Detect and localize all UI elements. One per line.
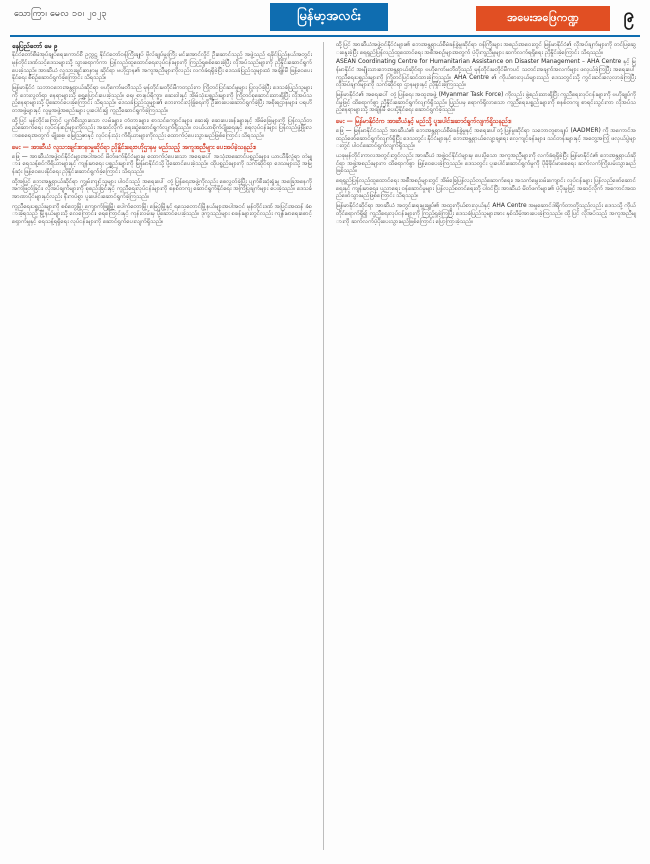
issue-date: သောကြာ၊ မေလ ၁၀၊ ၂၀၂၃ bbox=[14, 9, 107, 19]
page-header bbox=[0, 0, 650, 40]
column-divider bbox=[323, 42, 324, 850]
right-column bbox=[336, 42, 636, 852]
question-heading: မေး — အာဆီယံ လူသားချင်းစာနာမှုဆိုင်ရာ ညှိနှိုင်းရေးဗဟိုဌာနမှ မည်သည့် အကူအညီများ ပေးအပ်ခဲ့သနည်း။ bbox=[12, 143, 257, 151]
article-paragraph: ထို့ပြင် မုန်တိုင်းကြောင့် ပျက်စီးသွားသော လမ်းများ၊ တံတားများ၊ စာသင်ကျောင်းများ၊ ဆေးရုံ၊ ဆေးပေးခန်းများနှင့် အိမ်ခြေများကို ပြန်လည်တည်ဆောက်ရေး လုပ်ငန်းစဉ်များကိုလည်း အဆင့်လိုက် ရေးဆွဲဆောင်ရွက်လျက်ရှိသည်။ လယ်ယာစိုက်ပျိုးရေးနှင့် ရေလုပ်ငန်းများ ပြန်လည်ဖွံ့ဖြိုးလာစေရေးအတွက် မျိုးစေ့၊ မြေဩဇာနှင့် လုပ်ငန်းသုံး ကိရိယာများကိုလည်း ထောက်ပံ့ပေးသွားမည်ဖြစ်ကြောင်း သိရသည်။ bbox=[12, 117, 312, 140]
article-paragraph: ထို့အပြင် ဘေးအန္တရာယ်ဆိုင်ရာ ကျွမ်းကျင်သူများ ပါဝင်သည့် အရေးပေါ် တုံ့ပြန်ရေးအဖွဲ့ကိုလည်း စေလွှတ်ခဲ့ပြီး ပျက်စီးဆုံးရှုံးမှု အခြေအနေကို အကဲဖြတ်ခြင်း၊ လိုအပ်ချက်များကို စုစည်းခြင်းနှင့် ကူညီရေးလုပ်ငန်းများကို စနစ်တကျ ဆောင်ရွက်နိုင်ရေး အကြံပြုချက်များ ပေးခဲ့သည်။ ဒေသခံ အာဏာပိုင်များနှင့်လည်း နီးကပ်စွာ ပူးပေါင်းဆောင်ရွက်ခဲ့ကြသည်။ bbox=[12, 178, 312, 201]
newspaper-masthead: မြန်မာ့အလင်း bbox=[270, 3, 388, 31]
section-label: အမေးအဖြေကဏ္ဍ bbox=[476, 6, 610, 31]
article-paragraph: ထို့ပြင် အာဆီယံအဖွဲ့ဝင်နိုင်ငံများ၏ ဘေးအန္တရာယ်စီမံခန့်ခွဲမှုဆိုင်ရာ ဝန်ကြီးများ အစည်းအဝေးတွင် မြန်မာနိုင်ငံ၏ လိုအပ်ချက်များကို တင်ပြဆွေးနွေးခဲ့ပြီး ရေရှည်ပြန်လည်ထူထောင်ရေး အစီအစဉ်များအတွက် ပံ့ပိုးကူညီမှုများ ဆက်လက်ရရှိရေး ညှိနှိုင်းခဲ့ကြောင်း သိရသည်။ bbox=[336, 42, 636, 56]
article-paragraph: မြန်မာနိုင်ငံ သဘာဝဘေးအန္တရာယ်ဆိုင်ရာ ဗဟိုကော်မတီသည် မုန်တိုင်းမတိုင်မီကတည်းက ကြိုတင်ပြင်ဆင်မှုများ ပြုလုပ်ခဲ့ပြီး ဒေသခံပြည်သူများကို ဘေးလွတ်ရာ နေရာများသို့ ရွှေ့ပြောင်းပေးခဲ့သည်။ ရေ၊ စားနပ်ရိက္ခာ၊ ဆေးဝါးနှင့် အိမ်သုံးပစ္စည်းများကို ကြိုတင်စုဆောင်းထားရှိပြီး လိုအပ်သည့်နေရာများသို့ ပို့ဆောင်ပေးခဲ့ကြောင်း သိရသည်။ ဒေသခံပြည်သူများ၏ ဘေးကင်းလုံခြုံရေးကို ဦးစားပေးဆောင်ရွက်ခဲ့ပြီး အစိုးရဌာနများ၊ ပရဟိတအဖွဲ့များနှင့် လူမှုအဖွဲ့အစည်းများ ပူးပေါင်း၍ ကူညီဆောင်ရွက်ခဲ့ကြသည်။ bbox=[12, 85, 312, 115]
article-paragraph: ယခုမုန်တိုင်းကာလအတွင်းတွင်လည်း အာဆီယံ အဖွဲ့ဝင်နိုင်ငံများမှ ပေးပို့သော အကူအညီများကို လက်ခံရရှိခဲ့ပြီး မြန်မာနိုင်ငံ၏ ဘေးအန္တရာယ်ဆိုင်ရာ အဖွဲ့အစည်းများက ထိရောက်စွာ ဖြန့်ဝေပေးခဲ့ကြသည်။ ဒေသတွင်း ပူးပေါင်းဆောင်ရွက်မှုကို ပိုမိုခိုင်မာစေရေး ဆက်လက်ကြိုးပမ်းသွားမည် ဖြစ်သည်။ bbox=[336, 153, 636, 175]
article-paragraph: မြန်မာနိုင်ငံဆိုင်ရာ အာဆီယံ အတွင်းရေးမှူးချုပ်၏ အထူးကိုယ်စားလှယ်နှင့် AHA Centre အမှုဆောင်ဒါရိုက်တာတို့သည်လည်း ဒေသသို့ ကိုယ်တိုင်ရောက်ရှိ၍ ကူညီရေးလုပ်ငန်းများကို ကြည့်ရှုခဲ့ကြပြီး ဒေသခံပြည်သူများအား နှစ်သိမ့်အားပေးခဲ့ကြသည်။ ထို့ပြင် လိုအပ်သည့် အကူအညီများကို ဆက်လက်ပံ့ပိုးပေးသွားမည်ဖြစ်ကြောင်း ပြောကြားခဲ့သည်။ bbox=[336, 203, 636, 225]
page-number: ၉ bbox=[623, 4, 635, 26]
article-paragraph: ရေရှည်ပြန်လည်ထူထောင်ရေး အစီအစဉ်များတွင် အိမ်ခြေပြန်လည်တည်ဆောက်ရေး၊ အသက်မွေးဝမ်းကျောင်း လုပ်ငန်းများ ပြန်လည်ဖော်ဆောင်ရေးနှင့် ကျန်းမာရေး၊ ပညာရေး ဝန်ဆောင်မှုများ ပြန်လည်စတင်ရေးတို့ ပါဝင်ပြီး အာဆီယံ မိတ်ဖက်များ၏ ပံ့ပိုးမှုဖြင့် အဆင့်လိုက် အကောင်အထည်ဖော်သွားမည်ဖြစ်ကြောင်း သိရသည်။ bbox=[336, 178, 636, 200]
article-paragraph: ASEAN Coordinating Centre for Humanitarian Assistance on Disaster Management – AHA Centre နှင့် မြန်မာနိုင်ငံ အမျိုးသားဘေးအန္တရာယ်ဆိုင်ရာ ဗဟိုကော်မတီတို့သည် မုန်တိုင်းမတိုင်မီကပင် သတင်းအချက်အလက်များ ဖလှယ်ခဲ့ကြပြီး အရေးပေါ် ကူညီရေးပစ္စည်းများကို ကြိုတင်ပြင်ဆင်ထားခဲ့ကြသည်။ AHA Centre ၏ ကိုယ်စားလှယ်များသည် ဒေသတွင်းသို့ ကွင်းဆင်းလေ့လာခဲ့ကြပြီး လိုအပ်ချက်များကို သက်ဆိုင်ရာ ဌာနများနှင့် ညှိနှိုင်းခဲ့ကြသည်။ bbox=[336, 59, 636, 89]
article-paragraph: ဖြေ — အာဆီယံအဖွဲ့ဝင်နိုင်ငံများအပါအဝင် မိတ်ဖက်နိုင်ငံများမှ ထောက်ပံ့ပေးသော အရေးပေါ် အသုံးအဆောင်ပစ္စည်းများ၊ ယာယီခိုလှုံရာ တဲများ၊ ရေသန့်စင်ကိရိယာများနှင့် ကျန်းမာရေး ပစ္စည်းများကို မြန်မာနိုင်ငံသို့ ပို့ဆောင်ပေးခဲ့သည်။ ထိုပစ္စည်းများကို သက်ဆိုင်ရာ ဒေသများသို့ အမြန်ဆုံး ဖြန့်ဝေပေးနိုင်ရေး ညှိနှိုင်းဆောင်ရွက်ခဲ့ကြောင်း သိရသည်။ bbox=[12, 153, 312, 176]
article-paragraph: နိုင်ငံတော်စီမံအုပ်ချုပ်ရေးကောင်စီ ဥက္ကဋ္ဌ နိုင်ငံတော်ဝန်ကြီးချုပ် ဗိုလ်ချုပ်မှူးကြီး မင်းအောင်လှိုင် ဦးဆောင်သည့် အဖွဲ့သည် ရခိုင်ပြည်နယ်အတွင်း မုန်တိုင်းဒဏ်သင့်ဒေသများသို့ သွားရောက်ကာ ပြန်လည်ထူထောင်ရေးလုပ်ငန်းများကို ကြည့်ရှုစစ်ဆေးခဲ့ပြီး လိုအပ်သည်များကို ညှိနှိုင်းဆောင်ရွက်ပေးခဲ့သည်။ အာဆီယံ လူသားချင်းစာနာမှု ဆိုင်ရာ ဗဟိုဌာန၏ အကူအညီများကိုလည်း လက်ခံရရှိခဲ့ပြီး ဒေသခံပြည်သူများထံ အချိန်မီ ဖြန့်ဝေပေးနိုင်ရေး စီစဉ်ဆောင်ရွက်ခဲ့ကြောင်း သိရသည်။ bbox=[12, 52, 312, 82]
header-rule bbox=[10, 35, 640, 37]
article-paragraph: မြန်မာနိုင်ငံ၏ အရေးပေါ် တုံ့ပြန်ရေး အထူးအဖွဲ့ (Myanmar Task Force) ကိုလည်း ဖွဲ့စည်းထားရှိပြီး ကူညီရေးလုပ်ငန်းများကို ဗဟိုချုပ်ကိုင်မှုဖြင့် ထိရောက်စွာ ညှိနှိုင်းဆောင်ရွက်လျက်ရှိသည်။ ပြည်ပမှ ရောက်ရှိလာသော ကူညီရေးပစ္စည်းများကို စနစ်တကျ စာရင်းသွင်းကာ လိုအပ်သည့်နေရာများသို့ အချိန်မီ ပေးပို့နိုင်ရေး ဆောင်ရွက်ခဲ့သည်။ bbox=[336, 92, 636, 114]
dateline: နေပြည်တော် မေ ၉ bbox=[12, 42, 58, 50]
article-paragraph: ဖြေ — မြန်မာနိုင်ငံသည် အာဆီယံ၏ ဘေးအန္တရာယ်စီမံခန့်ခွဲမှုနှင့် အရေးပေါ်တုံ့ပြန်မှုဆိုင်ရာ သဘောတူစာချုပ် (AADMER) ကို အကောင်အထည်ဖော်ဆောင်ရွက်လျက်ရှိပြီး ဒေသတွင်း နိုင်ငံများနှင့် ဘေးအန္တရာယ်လျော့ချရေး လေ့ကျင့်ခန်းများ၊ သင်တန်းများနှင့် အတွေ့အကြုံ ဖလှယ်ပွဲများတွင် ပါဝင်ဆောင်ရွက်လျက်ရှိသည်။ bbox=[336, 128, 636, 150]
left-column bbox=[12, 42, 312, 852]
question-heading: မေး — မြန်မာနိုင်ငံက အာဆီယံနှင့် မည်သို့ ပူးပေါင်းဆောင်ရွက်လျက်ရှိသနည်း။ bbox=[336, 118, 512, 126]
article-paragraph: ကူညီရေးပစ္စည်းများကို စစ်တွေမြို့၊ ကျောက်ဖြူမြို့၊ ပေါက်တောမြို့၊ မြေပုံမြို့နှင့် ရသေ့တောင်မြို့နယ်များအပါအဝင် မုန်တိုင်းဒဏ် အပြင်းအထန် ခံစားခဲ့ရသည့် မြို့နယ်များသို့ လေကြောင်း၊ ရေကြောင်းနှင့် ကုန်းလမ်းမှ ပို့ဆောင်ပေးခဲ့သည်။ ဒုက္ခသည်များ စခန်းများတွင်လည်း ကျန်းမာရေးစောင့်ရှောက်မှုနှင့် ရေသန့်ရရှိရေး လုပ်ငန်းများကို ဆောင်ရွက်ပေးလျက်ရှိသည်။ bbox=[12, 203, 312, 226]
